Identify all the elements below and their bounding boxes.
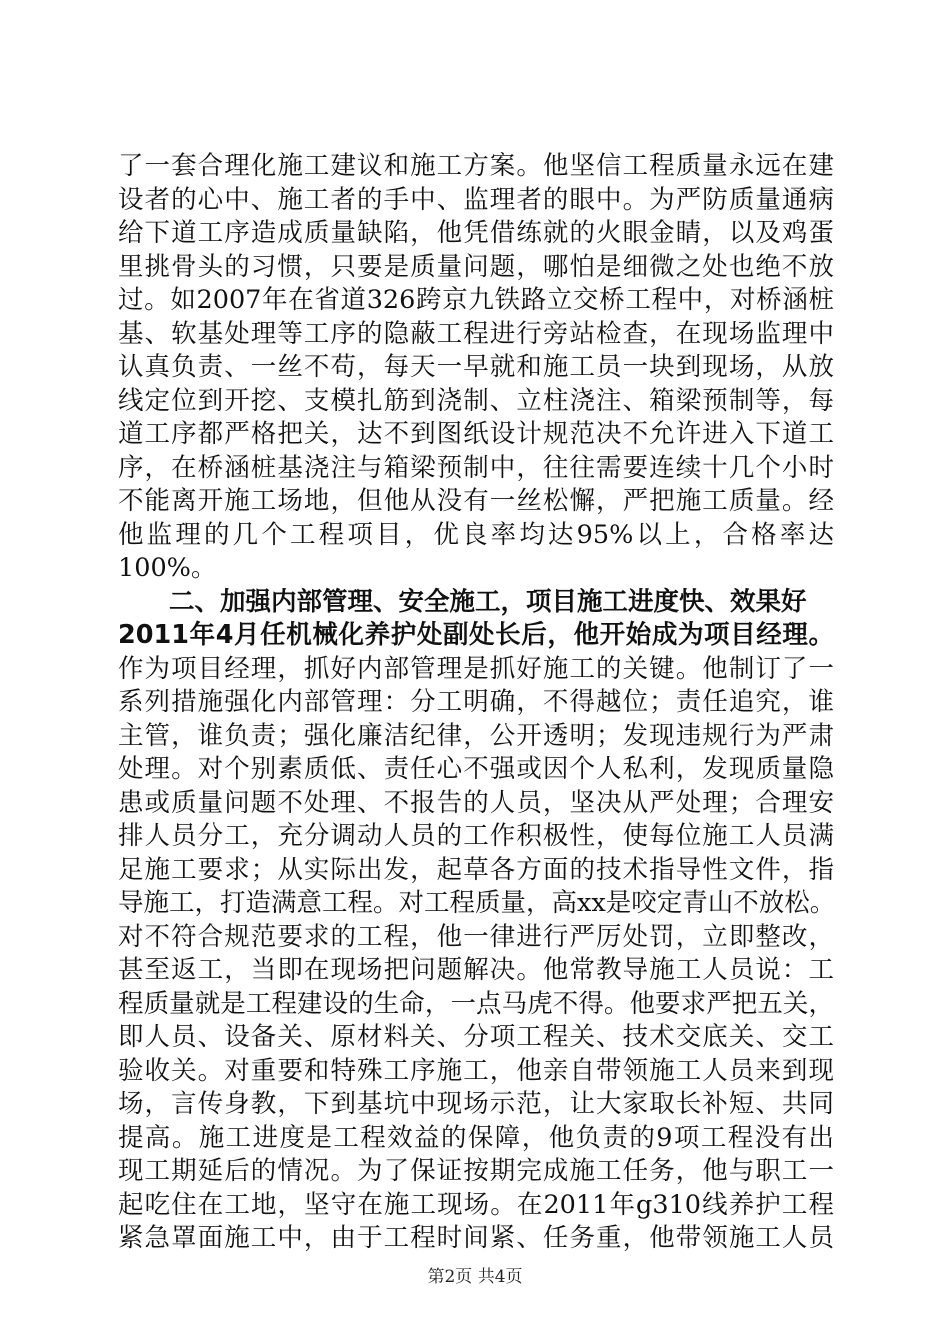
text-line: 他监理的几个工程项目，优良率均达95%以上，合格率达	[118, 519, 834, 550]
text-line: 导施工，打造满意工程。对工程质量，高xx是咬定青山不放松。	[118, 888, 836, 918]
text-line: 系列措施强化内部管理：分工明确，不得越位；责任追究，谁	[118, 687, 834, 717]
text-line: 里挑骨头的习惯，只要是质量问题，哪怕是细微之处也绝不放	[118, 251, 834, 282]
section-heading-continuation: 2011年4月任机械化养护处副处长后，他开始成为项目经理。	[118, 620, 834, 650]
text-line: 认真负责、一丝不苟，每天一早就和施工员一块到现场，从放	[118, 352, 834, 382]
text-line: 基、软基处理等工序的隐蔽工程进行旁站检查，在现场监理中	[118, 318, 834, 349]
text-line: 排人员分工，充分调动人员的工作积极性，使每位施工人员满	[118, 821, 834, 851]
text-line: 现工期延后的情况。为了保证按期完成施工任务，他与职工一	[118, 1156, 834, 1186]
text-line: 道工序都严格把关，达不到图纸设计规范决不允许进入下道工	[118, 419, 834, 449]
text-line: 线定位到开挖、支模扎筋到浇制、立柱浇注、箱梁预制等，每	[118, 385, 834, 416]
text-line: 程质量就是工程建设的生命，一点马虎不得。他要求严把五关，	[118, 988, 834, 1019]
page-footer	[0, 1262, 950, 1287]
text-line: 了一套合理化施工建议和施工方案。他坚信工程质量永远在建	[118, 151, 834, 181]
text-line: 主管，谁负责；强化廉洁纪律，公开透明；发现违规行为严肃	[118, 720, 834, 751]
text-line: 过。如2007年在省道326跨京九铁路立交桥工程中，对桥涵桩	[118, 285, 834, 315]
text-line: 甚至返工，当即在现场把问题解决。他常教导施工人员说：工	[118, 955, 834, 985]
page-number-label: 第2页 共4页	[427, 1267, 523, 1287]
text-line: 提高。施工进度是工程效益的保障，他负责的9项工程没有出	[118, 1122, 834, 1153]
text-line: 即人员、设备关、原材料关、分项工程关、技术交底关、交工	[118, 1022, 834, 1052]
text-line: 序，在桥涵桩基浇注与箱梁预制中，往往需要连续十几个小时	[118, 452, 834, 483]
text-line: 不能离开施工场地，但他从没有一丝松懈，严把施工质量。经	[118, 486, 834, 516]
text-line: 紧急罩面施工中，由于工程时间紧、任务重，他带领施工人员	[118, 1223, 834, 1253]
paragraph-1	[118, 150, 834, 586]
text-line: 场，言传身教，下到基坑中现场示范，让大家取长补短、共同	[118, 1089, 834, 1119]
text-line: 起吃住在工地，坚守在施工现场。在2011年g310线养护工程	[118, 1189, 834, 1220]
text-line: 100%。	[118, 553, 217, 583]
paragraph-2	[118, 653, 834, 1256]
document-body	[118, 150, 834, 1256]
text-line: 足施工要求；从实际出发，起草各方面的技术指导性文件，指	[118, 854, 834, 885]
text-line: 处理。对个别素质低、责任心不强或因个人私利，发现质量隐	[118, 754, 834, 784]
text-line: 给下道工序造成质量缺陷，他凭借练就的火眼金睛，以及鸡蛋	[118, 218, 834, 248]
section-heading: 二、加强内部管理、安全施工，项目施工进度快、效果好	[169, 586, 807, 617]
text-line: 对不符合规范要求的工程，他一律进行严厉处罚，立即整改，	[118, 921, 834, 952]
text-line: 验收关。对重要和特殊工序施工，他亲自带领施工人员来到现	[118, 1055, 834, 1086]
text-line: 设者的心中、施工者的手中、监理者的眼中。为严防质量通病	[118, 184, 834, 215]
text-line: 作为项目经理，抓好内部管理是抓好施工的关键。他制订了一	[118, 653, 834, 684]
text-line: 患或质量问题不处理、不报告的人员，坚决从严处理；合理安	[118, 787, 834, 818]
